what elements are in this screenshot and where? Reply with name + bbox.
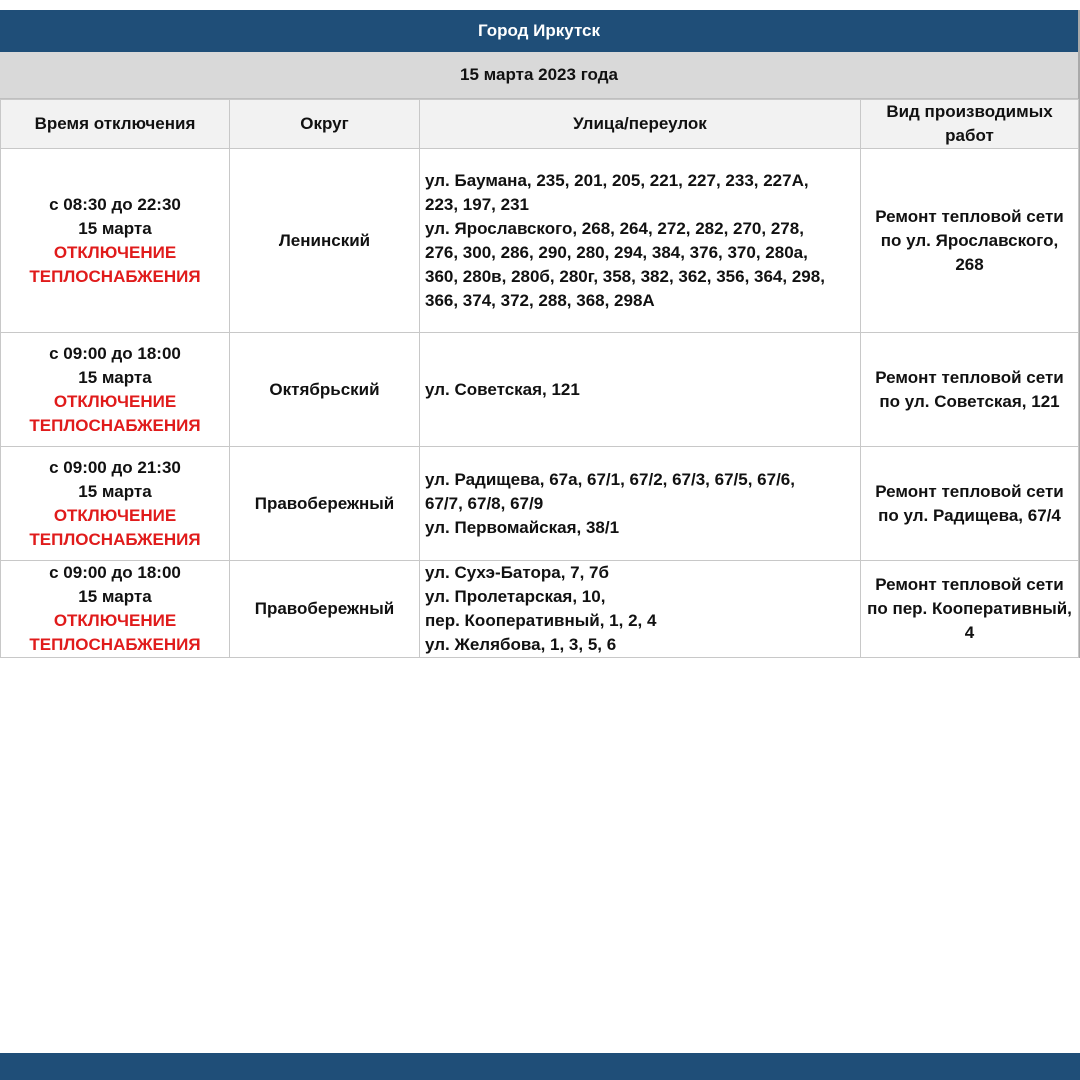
street-cell (420, 333, 861, 447)
time-range: с 09:00 до 18:00 (49, 343, 181, 363)
street-cell (420, 561, 861, 658)
street-cell (420, 149, 861, 333)
street-line: ул. Баумана, 235, 201, 205, 221, 227, 233, 227А, (425, 170, 809, 190)
street-line: ул. Сухэ-Батора, 7, 7б (425, 563, 609, 582)
street-line: 67/7, 67/8, 67/9 (425, 493, 544, 513)
works-cell: Ремонт тепловой сети по пер. Кооперативный, 4 (861, 561, 1079, 658)
outage-type-line-2: ТЕПЛОСНАБЖЕНИЯ (29, 635, 201, 654)
street-line: 276, 300, 286, 290, 280, 294, 384, 376, 370, 280а, (425, 242, 808, 262)
outage-type-line-2: ТЕПЛОСНАБЖЕНИЯ (29, 266, 201, 286)
outage-type-line-1: ОТКЛЮЧЕНИЕ (53, 505, 177, 525)
outage-date: 15 марта (78, 367, 152, 387)
time-cell (1, 333, 230, 447)
street-line: ул. Первомайская, 38/1 (425, 517, 620, 537)
outage-type-line-2: ТЕПЛОСНАБЖЕНИЯ (29, 529, 201, 549)
footer-bar (0, 1053, 1080, 1080)
date-title: 15 марта 2023 года (0, 52, 1078, 99)
outage-type-line-1: ОТКЛЮЧЕНИЕ (53, 611, 177, 630)
table-row (1, 447, 1079, 561)
works-cell: Ремонт тепловой сети по ул. Радищева, 67/4 (861, 447, 1079, 561)
time-range: с 09:00 до 18:00 (49, 563, 181, 582)
outage-date: 15 марта (78, 587, 152, 606)
column-header-district: Округ (230, 100, 420, 149)
time-range: с 09:00 до 21:30 (49, 457, 181, 477)
column-header-works: Вид производимых работ (861, 100, 1079, 149)
table-header-row (1, 100, 1079, 149)
table-row (1, 561, 1079, 658)
time-cell (1, 447, 230, 561)
column-header-time: Время отключения (1, 100, 230, 149)
time-range: с 08:30 до 22:30 (49, 194, 181, 214)
works-cell: Ремонт тепловой сети по ул. Советская, 121 (861, 333, 1079, 447)
street-cell (420, 447, 861, 561)
time-cell (1, 149, 230, 333)
district-cell: Ленинский (230, 149, 420, 333)
street-line: пер. Кооперативный, 1, 2, 4 (425, 611, 657, 630)
column-header-street: Улица/переулок (420, 100, 861, 149)
outage-date: 15 марта (78, 218, 152, 238)
street-line: ул. Ярославского, 268, 264, 272, 282, 270, 278, (425, 218, 804, 238)
street-line: ул. Радищева, 67а, 67/1, 67/2, 67/3, 67/5, 67/6, (425, 469, 795, 489)
time-cell (1, 561, 230, 658)
street-line: 360, 280в, 280б, 280г, 358, 382, 362, 356, 364, 298, (425, 266, 825, 286)
street-line: 366, 374, 372, 288, 368, 298А (425, 290, 655, 310)
table-row (1, 149, 1079, 333)
outage-date: 15 марта (78, 481, 152, 501)
street-line: ул. Советская, 121 (425, 379, 580, 399)
district-cell: Правобережный (230, 447, 420, 561)
district-cell: Октябрьский (230, 333, 420, 447)
outage-type-line-1: ОТКЛЮЧЕНИЕ (53, 242, 177, 262)
street-line: 223, 197, 231 (425, 194, 529, 214)
outage-type-line-1: ОТКЛЮЧЕНИЕ (53, 391, 177, 411)
works-cell: Ремонт тепловой сети по ул. Ярославского, 268 (861, 149, 1079, 333)
outage-type-line-2: ТЕПЛОСНАБЖЕНИЯ (29, 415, 201, 435)
street-line: ул. Пролетарская, 10, (425, 587, 606, 606)
outage-schedule (0, 10, 1080, 658)
street-line: ул. Желябова, 1, 3, 5, 6 (425, 635, 617, 654)
city-title: Город Иркутск (0, 10, 1078, 52)
outage-table (0, 99, 1079, 658)
district-cell: Правобережный (230, 561, 420, 658)
table-row (1, 333, 1079, 447)
